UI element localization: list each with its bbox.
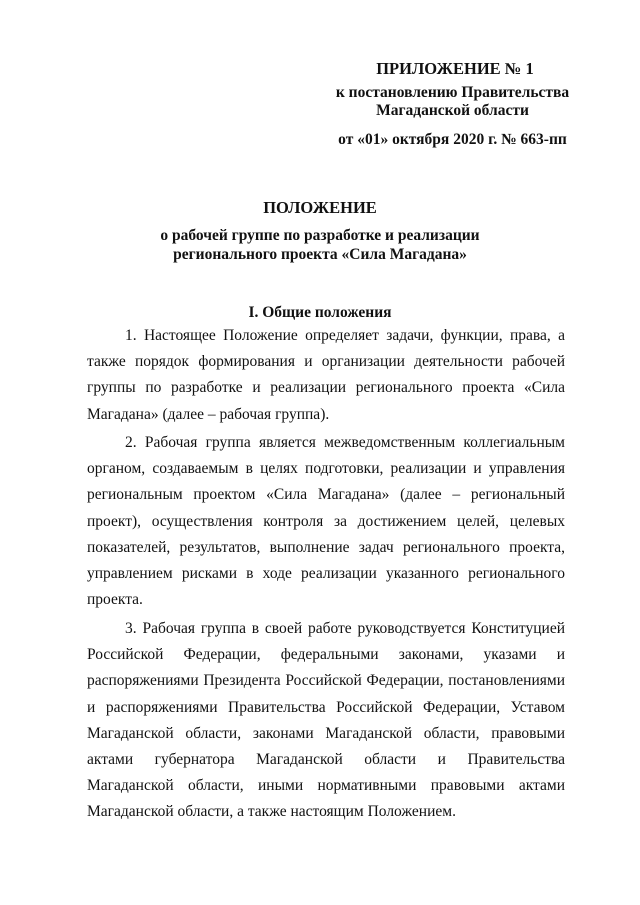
paragraph-text: 3. Рабочая группа в своей работе руководствуется Конституцией Российской Федерации, федеральными законами, указами и распоряжениями Президента Российской Федерации, постановлениями и распоряжениями Правительства Российской Федерации, Уставом Магаданской области, законами Магаданской области, правовыми актами губернатора Магаданской области и Правительства Магаданской области, иными нормативными правовыми актами Магаданской области, а также настоящим Положением. <box>87 620 565 821</box>
document-subtitle: о рабочей группе по разработке и реализации регионального проекта «Сила Магадана» <box>160 227 480 263</box>
paragraph-2 <box>87 430 565 613</box>
document-title: ПОЛОЖЕНИЕ <box>263 198 377 217</box>
paragraph-text: 1. Настоящее Положение определяет задачи, функции, права, а также порядок формирования и организации деятельности рабочей группы по разработке и реализации регионального проекта «Сила Магадана» (далее – рабочая группа). <box>87 327 565 423</box>
paragraph-3 <box>87 616 565 826</box>
paragraph-text: 2. Рабочая группа является межведомственным коллегиальным органом, создаваемым в целях подготовки, реализации и управления региональным проектом «Сила Магадана» (далее – региональный проект), осуществления контроля за достижением целей, целевых показателей, результатов, выполнение задач регионального проекта, управлением рисками в ходе реализации указанного регионального проекта. <box>87 434 565 609</box>
section-title: I. Общие положения <box>248 304 392 321</box>
appendix-title: ПРИЛОЖЕНИЕ № 1 <box>376 59 534 78</box>
appendix-date: от «01» октября 2020 г. № 663-пп <box>338 131 567 148</box>
appendix-reference: к постановлению Правительства Магаданской области <box>335 84 570 119</box>
paragraph-1 <box>87 323 565 428</box>
